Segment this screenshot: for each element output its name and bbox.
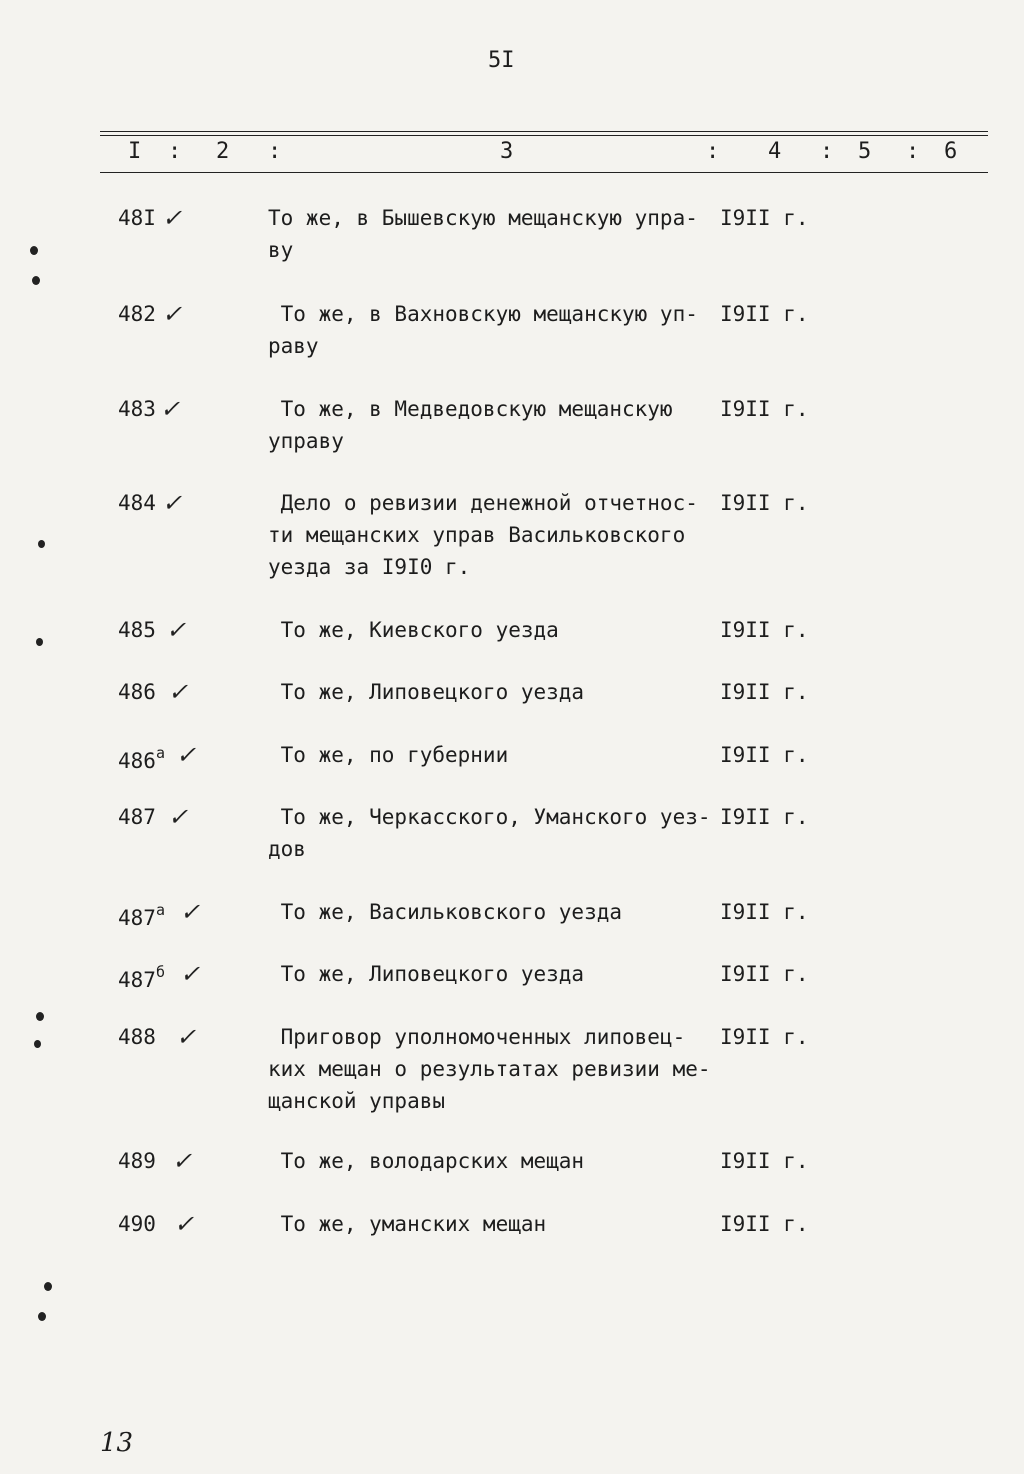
- column-separator: :: [268, 139, 282, 164]
- binding-speck: [32, 276, 40, 285]
- header-rule-bottom: [100, 172, 988, 173]
- description-line: То же, в Медведовскую мещанскую: [268, 397, 673, 421]
- entry-description: [268, 393, 720, 457]
- entry-year: I9II г.: [720, 805, 809, 829]
- description-line: дов: [268, 837, 306, 861]
- entry-number-text: 489: [118, 1149, 156, 1173]
- description-line: раву: [268, 334, 319, 358]
- entry-description: [268, 1145, 720, 1177]
- binding-speck: [36, 1012, 44, 1021]
- entry-number: [118, 739, 165, 777]
- entry-year: I9II г.: [720, 491, 809, 515]
- entry-number-text: 48I: [118, 206, 156, 230]
- description-line: То же, володарских мещан: [268, 1149, 585, 1173]
- description-line: То же, Васильковского уезда: [268, 900, 623, 924]
- entry-number: [118, 896, 165, 934]
- checkmark-icon: ✓: [172, 1147, 193, 1175]
- entry-number: [118, 393, 156, 425]
- checkmark-icon: ✓: [162, 489, 183, 517]
- entry-year: I9II г.: [720, 397, 809, 421]
- checkmark-icon: ✓: [162, 204, 183, 232]
- binding-speck: [30, 246, 38, 255]
- checkmark-icon: ✓: [176, 741, 197, 769]
- entry-number: [118, 202, 156, 234]
- binding-speck: [38, 540, 45, 548]
- checkmark-icon: ✓: [174, 1210, 195, 1238]
- description-line: То же, Липовецкого уезда: [268, 680, 585, 704]
- entry-number-text: 483: [118, 397, 156, 421]
- description-line: То же, в Вахновскую мещанскую уп-: [268, 302, 698, 326]
- column-header-row: [0, 139, 1024, 167]
- entry-number-text: 486: [118, 680, 156, 704]
- entry-year: I9II г.: [720, 1212, 809, 1236]
- checkmark-icon: ✓: [168, 803, 189, 831]
- description-line: То же, Липовецкого уезда: [268, 962, 585, 986]
- description-line: То же, в Бышевскую мещанскую упра-: [268, 206, 698, 230]
- entry-number: [118, 298, 156, 330]
- column-header-2: 2: [216, 139, 230, 164]
- entry-number: [118, 676, 156, 708]
- checkmark-icon: ✓: [162, 300, 183, 328]
- column-separator: :: [706, 139, 720, 164]
- entry-number: [118, 1021, 156, 1053]
- description-line: уезда за I9I0 г.: [268, 555, 471, 579]
- entry-number-suffix: б: [155, 963, 165, 981]
- checkmark-icon: ✓: [168, 678, 189, 706]
- description-line: То же, Киевского уезда: [268, 618, 559, 642]
- entry-number-suffix: а: [155, 901, 165, 919]
- entry-description: [268, 801, 720, 865]
- checkmark-icon: ✓: [180, 960, 201, 988]
- column-header-6: 6: [944, 139, 958, 164]
- entry-year: I9II г.: [720, 1149, 809, 1173]
- header-rule-top: [100, 131, 988, 132]
- entry-number-text: 487: [118, 968, 156, 992]
- entry-year: I9II г.: [720, 302, 809, 326]
- entry-number: [118, 487, 156, 519]
- column-separator: :: [906, 139, 920, 164]
- entry-number: [118, 1145, 156, 1177]
- entry-number: [118, 801, 156, 833]
- entry-year: I9II г.: [720, 962, 809, 986]
- binding-speck: [36, 638, 43, 646]
- entry-year: I9II г.: [720, 1025, 809, 1049]
- column-header-4: 4: [768, 139, 782, 164]
- column-header-5: 5: [858, 139, 872, 164]
- entry-description: [268, 739, 720, 771]
- entry-description: [268, 202, 720, 266]
- entry-number-text: 484: [118, 491, 156, 515]
- description-line: ких мещан о результатах ревизии ме-: [268, 1057, 711, 1081]
- description-line: Дело о ревизии денежной отчетнос-: [268, 491, 698, 515]
- checkmark-icon: ✓: [166, 616, 187, 644]
- entry-number-text: 488: [118, 1025, 156, 1049]
- entry-description: [268, 676, 720, 708]
- entry-number-text: 485: [118, 618, 156, 642]
- entry-description: [268, 1021, 720, 1117]
- entry-number-text: 486: [118, 749, 156, 773]
- entry-description: [268, 1208, 720, 1240]
- entry-number: [118, 1208, 156, 1240]
- entry-number-text: 490: [118, 1212, 156, 1236]
- description-line: То же, Черкасского, Уманского уез-: [268, 805, 711, 829]
- checkmark-icon: ✓: [160, 395, 181, 423]
- column-header-3: 3: [500, 139, 514, 164]
- description-line: щанской управы: [268, 1089, 446, 1113]
- checkmark-icon: ✓: [180, 898, 201, 926]
- checkmark-icon: ✓: [176, 1023, 197, 1051]
- header-rule-top-inner: [100, 135, 988, 136]
- description-line: То же, по губернии: [268, 743, 509, 767]
- description-line: ти мещанских управ Васильковского: [268, 523, 686, 547]
- description-line: управу: [268, 429, 344, 453]
- entry-description: [268, 896, 720, 928]
- entry-description: [268, 958, 720, 990]
- handwritten-sheet-number: 13: [100, 1428, 134, 1458]
- entry-year: I9II г.: [720, 743, 809, 767]
- column-header-1: I: [128, 139, 142, 164]
- entry-year: I9II г.: [720, 206, 809, 230]
- binding-speck: [38, 1312, 46, 1321]
- entry-number-text: 487: [118, 906, 156, 930]
- column-separator: :: [168, 139, 182, 164]
- entry-description: [268, 487, 720, 583]
- entry-year: I9II г.: [720, 680, 809, 704]
- binding-speck: [34, 1040, 41, 1048]
- description-line: ву: [268, 238, 294, 262]
- entry-number: [118, 614, 156, 646]
- entry-number: [118, 958, 165, 996]
- entry-description: [268, 614, 720, 646]
- description-line: Приговор уполномоченных липовец-: [268, 1025, 686, 1049]
- entry-year: I9II г.: [720, 618, 809, 642]
- description-line: То же, уманских мещан: [268, 1212, 547, 1236]
- column-separator: :: [820, 139, 834, 164]
- page-number: 5I: [488, 48, 515, 73]
- entry-description: [268, 298, 720, 362]
- entry-number-text: 482: [118, 302, 156, 326]
- entry-number-suffix: а: [155, 744, 165, 762]
- entry-number-text: 487: [118, 805, 156, 829]
- entry-year: I9II г.: [720, 900, 809, 924]
- binding-speck: [44, 1282, 52, 1291]
